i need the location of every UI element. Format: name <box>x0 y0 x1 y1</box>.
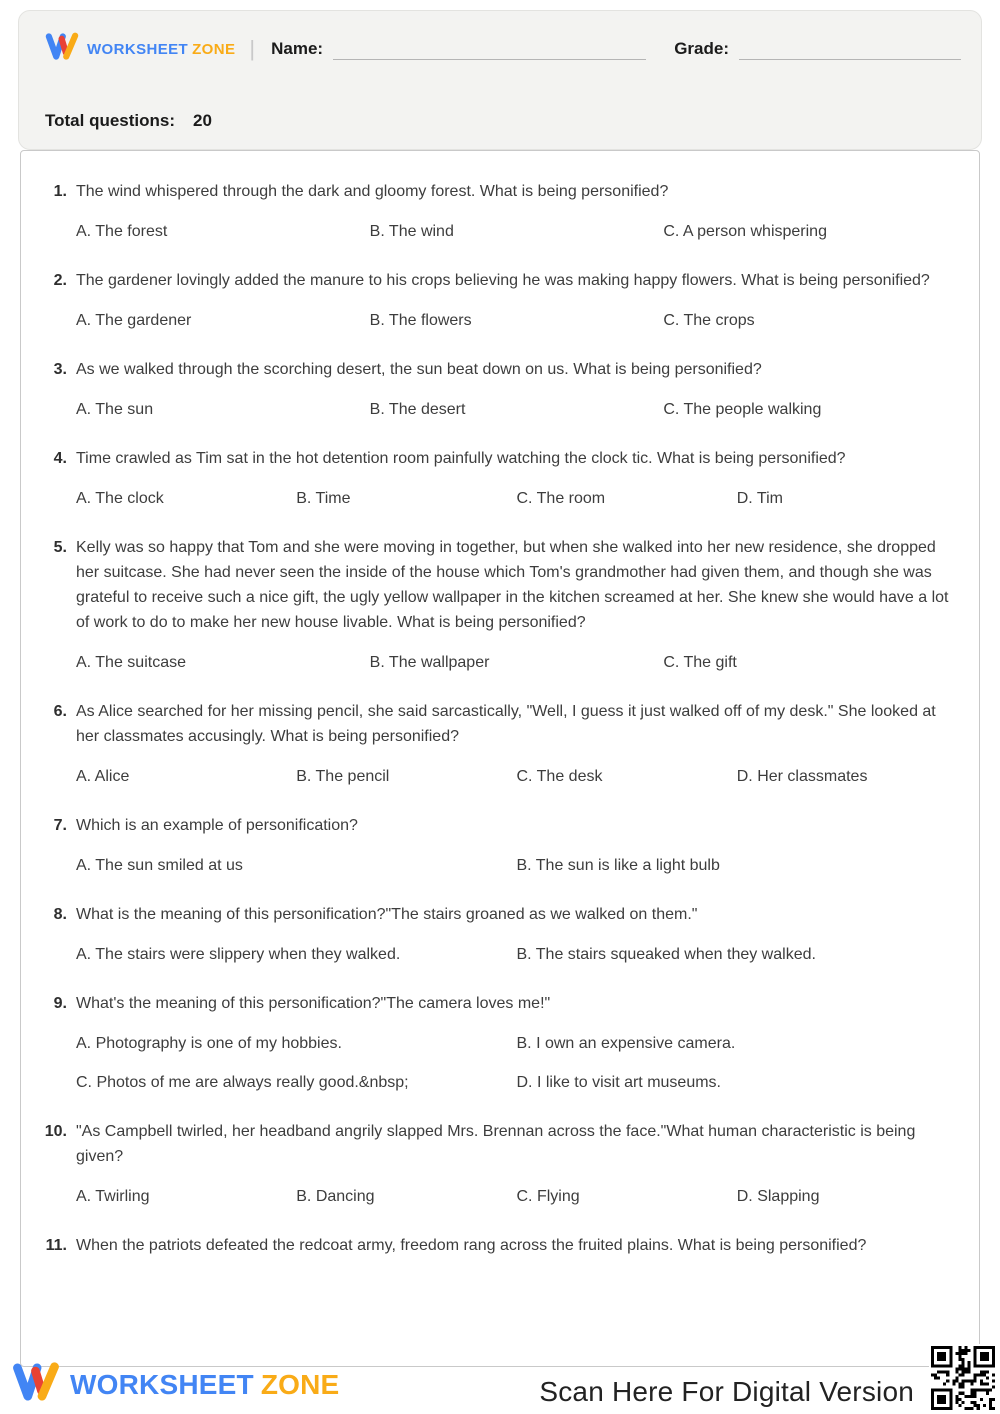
option-item: A. The suitcase <box>76 654 186 671</box>
options-row <box>76 853 957 878</box>
option-item: B. I own an expensive camera. <box>516 1035 736 1052</box>
question-text: Which is an example of personification? <box>76 817 358 834</box>
brand-name-zone: ZONE <box>260 1368 340 1400</box>
options-row <box>76 486 957 511</box>
name-blank-line[interactable] <box>333 38 646 60</box>
question-text: What is the meaning of this personification?"The stairs groaned as we walked on them." <box>76 906 698 923</box>
option-item: B. The flowers <box>369 312 472 329</box>
option-item: A. The clock <box>76 490 164 507</box>
option-item: C. Photos of me are always really good.&nbsp; <box>76 1074 409 1091</box>
option-item: B. The sun is like a light bulb <box>516 857 720 874</box>
brand-name-zone: ZONE <box>192 40 236 58</box>
brand-name-worksheet: WORKSHEET <box>87 40 189 58</box>
option-item: B. The wallpaper <box>369 654 490 671</box>
question-item <box>39 446 957 511</box>
options-row <box>76 764 957 789</box>
question-item <box>39 902 957 967</box>
question-body <box>76 813 957 878</box>
option-item: D. Her classmates <box>736 768 868 785</box>
question-body <box>76 991 957 1095</box>
worksheetzone-logo-icon <box>12 1360 60 1409</box>
header-brand-row <box>45 29 961 69</box>
grade-label: Grade: <box>674 39 729 58</box>
question-body <box>76 357 957 422</box>
options-row <box>76 1031 957 1095</box>
question-number: 1. <box>53 183 67 200</box>
option-item: B. The wind <box>369 223 454 240</box>
option-item: C. The desk <box>516 768 603 785</box>
grade-blank-line[interactable] <box>739 38 961 60</box>
question-body <box>76 268 957 333</box>
options-row <box>76 650 957 675</box>
option-item: A. Photography is one of my hobbies. <box>76 1035 342 1052</box>
question-item <box>39 535 957 675</box>
question-item <box>39 813 957 878</box>
question-item <box>39 991 957 1095</box>
question-list <box>20 150 980 1367</box>
question-text: Time crawled as Tim sat in the hot detention room painfully watching the clock tic. What is being personified? <box>76 450 846 467</box>
question-number: 6. <box>53 703 67 720</box>
worksheetzone-logo-icon <box>45 31 79 67</box>
question-body <box>76 446 957 511</box>
header-panel <box>18 10 982 150</box>
question-number: 2. <box>53 272 67 289</box>
question-number: 7. <box>53 817 67 834</box>
question-item <box>39 179 957 244</box>
question-item <box>39 1233 957 1258</box>
total-questions-row <box>45 111 961 131</box>
option-item: A. Alice <box>76 768 130 785</box>
question-text: Kelly was so happy that Tom and she were moving in together, but when she walked into her new residence, she dropped her suitcase. She had never seen the inside of the house which Tom's grandmother had given them, and though she was grateful to receive such a nice gift, the ugly yellow wallpaper in the kitchen screamed at her. She knew she would have a lot of work to do to make her new house livable. What is being personified? <box>76 539 949 631</box>
question-text: "As Campbell twirled, her headband angrily slapped Mrs. Brennan across the face."What human characteristic is being given? <box>76 1123 916 1165</box>
question-body <box>76 1233 957 1258</box>
question-body <box>76 179 957 244</box>
option-item: A. Twirling <box>76 1188 150 1205</box>
question-number: 10. <box>44 1123 67 1140</box>
options-row <box>76 308 957 333</box>
brand-logo <box>45 31 235 67</box>
option-item: D. Tim <box>736 490 783 507</box>
option-item: A. The forest <box>76 223 168 240</box>
name-label: Name: <box>271 39 324 58</box>
question-body <box>76 535 957 675</box>
question-text: As we walked through the scorching desert, the sun beat down on us. What is being personified? <box>76 361 762 378</box>
scan-here-text: Scan Here For Digital Version <box>539 1376 914 1407</box>
option-item: B. The desert <box>369 401 466 418</box>
question-number: 3. <box>53 361 67 378</box>
question-item <box>39 357 957 422</box>
option-item: C. A person whispering <box>663 223 827 240</box>
question-body <box>76 699 957 789</box>
question-item <box>39 699 957 789</box>
question-text: What's the meaning of this personification?"The camera loves me!" <box>76 995 551 1012</box>
question-number: 5. <box>53 539 67 556</box>
total-questions-value: 20 <box>193 111 212 130</box>
options-row <box>76 397 957 422</box>
option-item: B. Dancing <box>296 1188 375 1205</box>
option-item: A. The sun <box>76 401 154 418</box>
option-item: D. Slapping <box>736 1188 820 1205</box>
question-number: 9. <box>53 995 67 1012</box>
option-item: C. The crops <box>663 312 755 329</box>
option-item: A. The stairs were slippery when they walked. <box>76 946 401 963</box>
total-questions-label: Total questions: <box>45 111 176 130</box>
option-item: C. The room <box>516 490 606 507</box>
option-item: D. I like to visit art museums. <box>516 1074 721 1091</box>
question-number: 11. <box>45 1237 67 1254</box>
options-row <box>76 1184 957 1209</box>
brand-name-worksheet: WORKSHEET <box>70 1368 254 1400</box>
question-body <box>76 902 957 967</box>
option-item: A. The gardener <box>76 312 192 329</box>
question-item <box>39 1119 957 1209</box>
option-item: C. Flying <box>516 1188 580 1205</box>
vertical-divider: | <box>249 36 256 61</box>
option-item: C. The people walking <box>663 401 822 418</box>
option-item: B. The pencil <box>296 768 390 785</box>
question-text: The wind whispered through the dark and gloomy forest. What is being personified? <box>76 183 669 200</box>
option-item: B. The stairs squeaked when they walked. <box>516 946 816 963</box>
question-body <box>76 1119 957 1209</box>
question-text: The gardener lovingly added the manure to his crops believing he was making happy flowers. What is being personified? <box>76 272 930 289</box>
options-row <box>76 942 957 967</box>
brand-wordmark <box>87 41 235 58</box>
footer-brand-wordmark <box>70 1369 339 1401</box>
question-number: 8. <box>53 906 67 923</box>
question-number: 4. <box>53 450 67 467</box>
option-item: C. The gift <box>663 654 737 671</box>
question-text: As Alice searched for her missing pencil, she said sarcastically, "Well, I guess it just walked off of my desk." She looked at her classmates accusingly. What is being personified? <box>76 703 936 745</box>
question-text: When the patriots defeated the redcoat army, freedom rang across the fruited plains. What is being personified? <box>76 1237 867 1254</box>
question-item <box>39 268 957 333</box>
option-item: B. Time <box>296 490 351 507</box>
options-row <box>76 219 957 244</box>
qr-code <box>929 1344 997 1412</box>
footer-brand-logo <box>12 1360 339 1409</box>
option-item: A. The sun smiled at us <box>76 857 243 874</box>
